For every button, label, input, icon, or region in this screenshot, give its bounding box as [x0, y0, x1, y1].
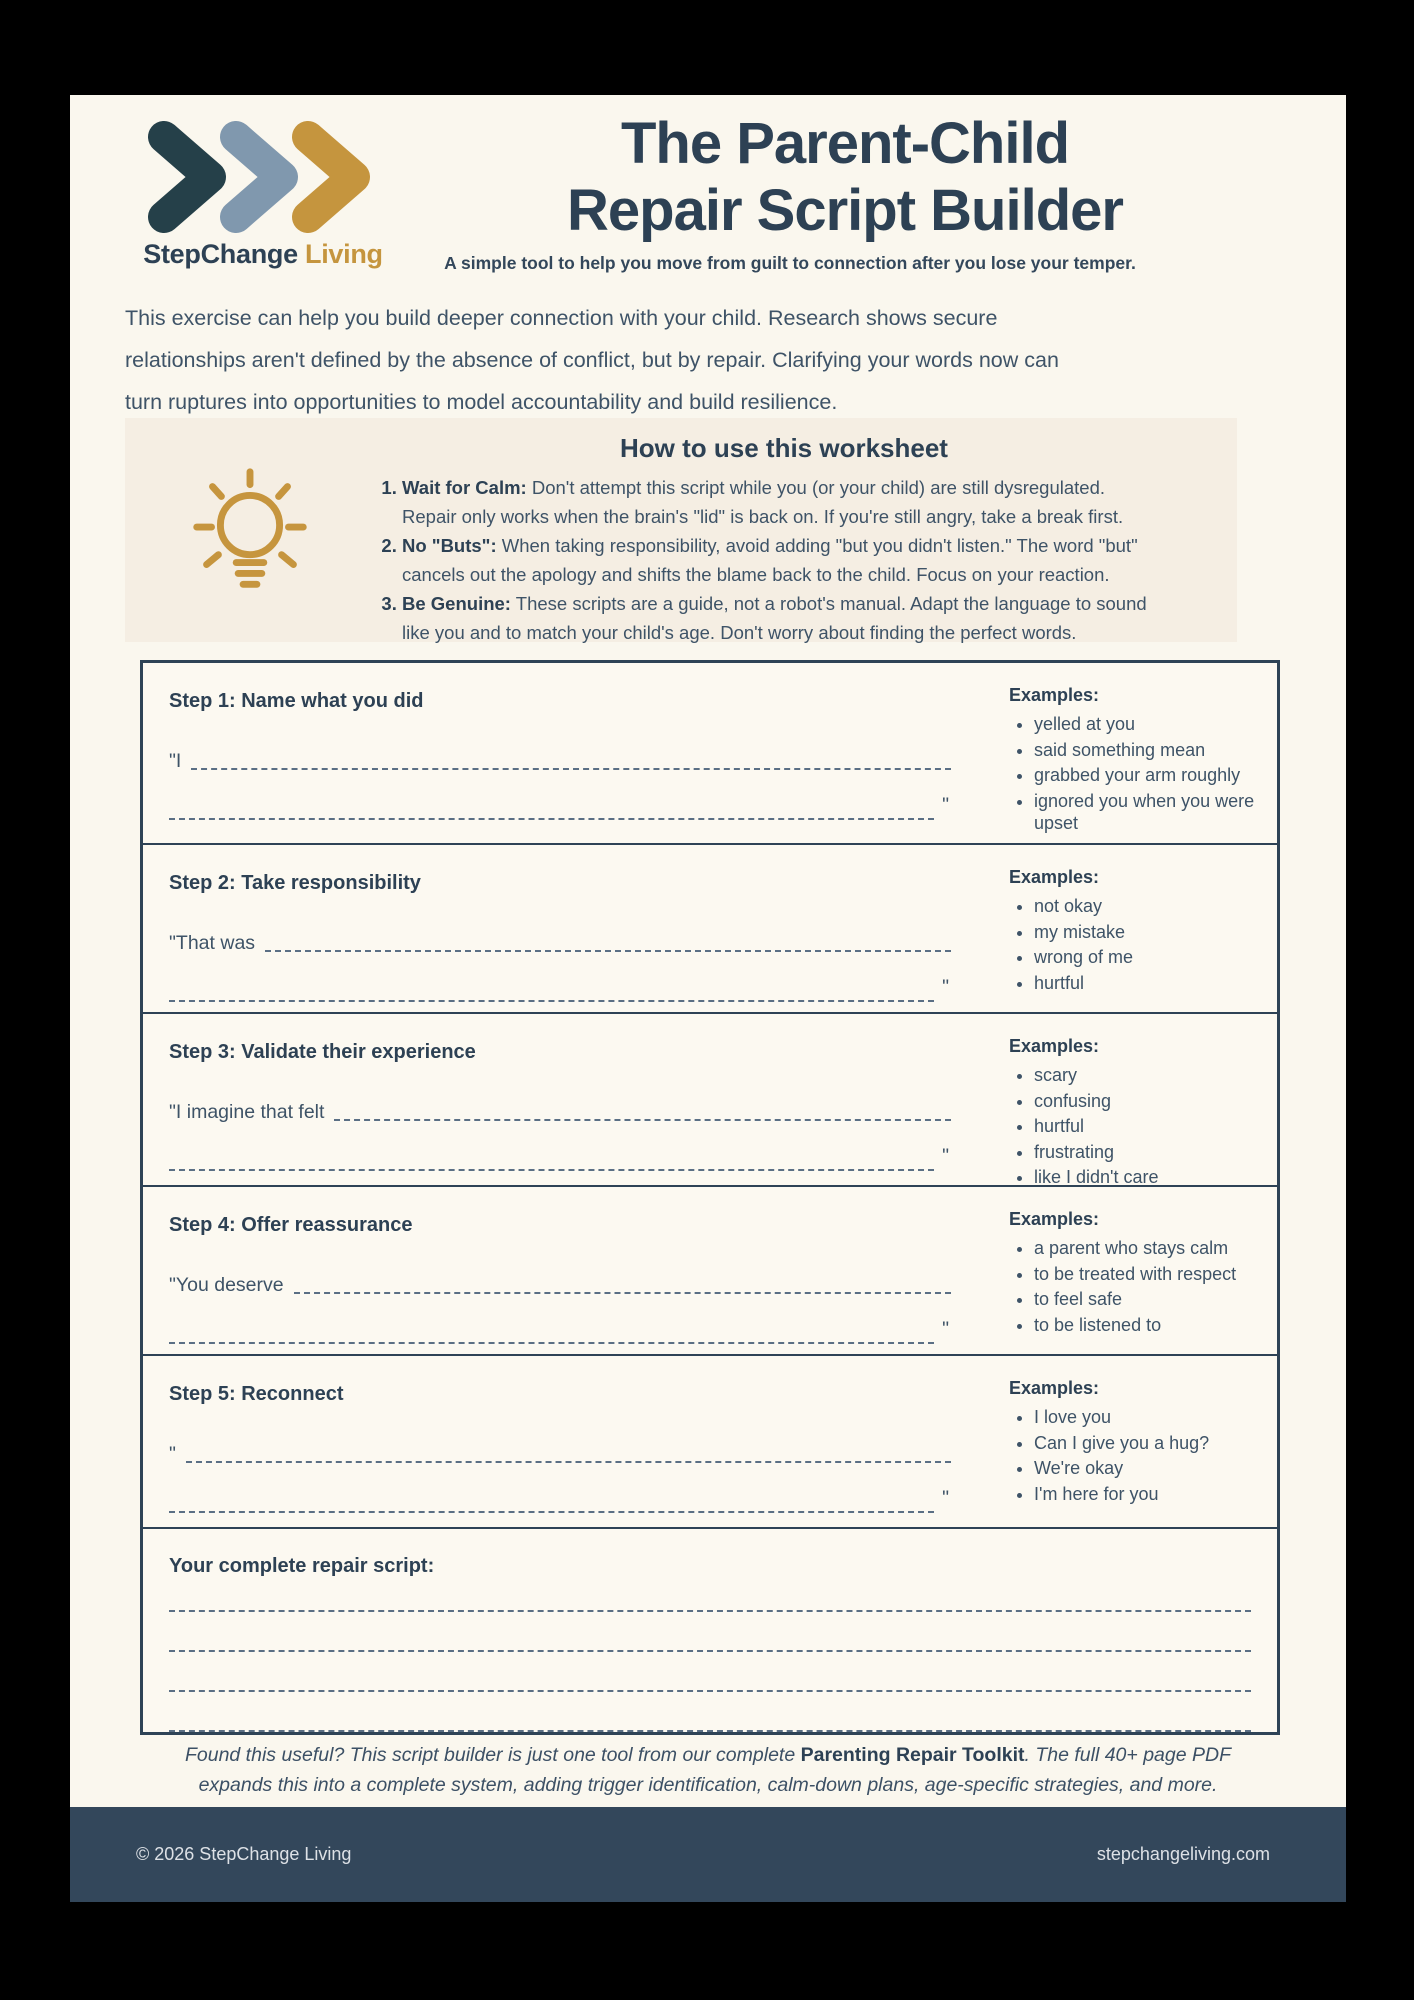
write-prefix: "That was [169, 932, 256, 954]
how-to-item [402, 531, 1193, 589]
write-fill-line [186, 1453, 951, 1463]
write-fill-line [169, 1503, 934, 1513]
examples-label: Examples: [1009, 1036, 1100, 1056]
example-item: • ignored you when you were upset [1034, 790, 1269, 835]
step-writing-area [143, 1187, 985, 1354]
footer-note-text: Found this useful? This script builder is just one tool from our complete [184, 1744, 801, 1766]
example-item: • hurtful [1034, 1115, 1269, 1138]
step-row [143, 845, 1277, 1014]
example-item: • to feel safe [1034, 1288, 1269, 1311]
write-line [169, 1101, 951, 1124]
write-close-quote: " [942, 976, 949, 998]
examples-panel [985, 1356, 1277, 1527]
complete-script-title: Your complete repair script: [169, 1555, 435, 1577]
intro-line: turn ruptures into opportunities to model accountability and build resilience. [125, 390, 838, 414]
how-to-box [125, 418, 1237, 642]
write-close-quote: " [942, 1487, 949, 1509]
footer-note [70, 1740, 1346, 1800]
how-to-item-text: cancels out the apology and shifts the blame back to the child. Focus on your reaction. [402, 564, 1110, 585]
example-item: • I'm here for you [1034, 1483, 1269, 1506]
step-row [143, 1356, 1277, 1529]
write-fill-line [294, 1284, 951, 1294]
write-line [169, 976, 951, 1005]
example-item: • scary [1034, 1064, 1269, 1087]
how-to-item-text: Repair only works when the brain's "lid" is back on. If you're still angry, take a break first. [402, 506, 1124, 527]
example-item: • Can I give you a hug? [1034, 1432, 1269, 1455]
website-text: stepchangeliving.com [1096, 1844, 1270, 1864]
examples-list [1009, 713, 1269, 835]
footer-note-line1 [70, 1740, 1346, 1770]
write-prefix: "I imagine that felt [169, 1101, 325, 1123]
example-item: • hurtful [1034, 972, 1269, 995]
how-to-item-lead: Wait for Calm: [402, 477, 527, 498]
write-fill-line [169, 1692, 1251, 1732]
write-line [169, 1274, 951, 1297]
footer-note-text: . The full 40+ page PDF [1024, 1744, 1232, 1766]
examples-list [1009, 895, 1269, 994]
write-line [169, 794, 951, 823]
write-line [169, 750, 951, 773]
examples-label: Examples: [1009, 1378, 1100, 1398]
examples-list [1009, 1406, 1269, 1505]
example-item: • grabbed your arm roughly [1034, 764, 1269, 787]
step-row [143, 1014, 1277, 1187]
step-row [143, 663, 1277, 845]
examples-label: Examples: [1009, 867, 1100, 887]
how-to-item-text: These scripts are a guide, not a robot's manual. Adapt the language to sound [510, 593, 1147, 614]
step-title: Step 1: Name what you did [169, 690, 424, 712]
write-fill-line [169, 1334, 934, 1344]
how-to-list [375, 473, 1193, 647]
how-to-item-lead: Be Genuine: [402, 593, 511, 614]
page-title-line1: The Parent-Child [620, 111, 1070, 176]
write-prefix: " [169, 1443, 176, 1465]
write-line [169, 1318, 951, 1347]
footer-note-bold: Parenting Repair Toolkit [800, 1744, 1025, 1766]
example-item: • to be treated with respect [1034, 1263, 1269, 1286]
how-to-item-text: Don't attempt this script while you (or your child) are still dysregulated. [526, 477, 1106, 498]
how-to-item-text: When taking responsibility, avoid adding "but you didn't listen." The word "but" [496, 535, 1138, 556]
intro-line: This exercise can help you build deeper connection with your child. Research shows secure [125, 306, 998, 330]
write-line [169, 1443, 951, 1466]
lightbulb-icon [176, 456, 324, 604]
worksheet-box [140, 660, 1280, 1735]
how-to-item [402, 589, 1193, 647]
example-item: • I love you [1034, 1406, 1269, 1429]
write-fill-line [169, 1652, 1251, 1692]
examples-panel [985, 845, 1277, 1012]
step-title: Step 2: Take responsibility [169, 872, 421, 894]
step-writing-area [143, 1014, 985, 1185]
how-to-title: How to use this worksheet [620, 433, 948, 463]
intro-paragraph [125, 297, 1155, 423]
how-to-icon-column [125, 418, 375, 642]
step-writing-area [143, 1356, 985, 1527]
write-prefix: "You deserve [169, 1274, 284, 1296]
chevrons-icon [148, 121, 378, 233]
footer-bar [70, 1807, 1346, 1902]
write-line [169, 1145, 951, 1174]
examples-panel [985, 1014, 1277, 1185]
write-fill-line [169, 810, 934, 820]
footer-note-line2: expands this into a complete system, adding trigger identification, calm-down plans, age-specific strategies, and more. [198, 1774, 1218, 1796]
intro-line: relationships aren't defined by the absence of conflict, but by repair. Clarifying your words now can [125, 348, 1059, 372]
write-fill-line [169, 1578, 1251, 1612]
example-item: • my mistake [1034, 921, 1269, 944]
brand-logo [148, 121, 378, 227]
examples-list [1009, 1064, 1269, 1187]
page-title-line2: Repair Script Builder [567, 177, 1123, 243]
examples-panel [985, 1187, 1277, 1354]
how-to-item-lead: No "Buts": [402, 535, 497, 556]
worksheet-page [70, 95, 1346, 1902]
write-fill-line [265, 942, 951, 952]
write-close-quote: " [942, 1318, 949, 1340]
example-item: • to be listened to [1034, 1314, 1269, 1337]
copyright-text: © 2026 StepChange Living [136, 1844, 352, 1864]
step-row [143, 1187, 1277, 1356]
script-lines [169, 1578, 1251, 1732]
page-subtitle: A simple tool to help you move from guilt to connection after you lose your temper. [444, 253, 1136, 273]
step-title: Step 5: Reconnect [169, 1383, 344, 1405]
step-writing-area [143, 845, 985, 1012]
example-item: • We're okay [1034, 1457, 1269, 1480]
write-fill-line [169, 1612, 1251, 1652]
examples-list [1009, 1237, 1269, 1336]
step-title: Step 3: Validate their experience [169, 1041, 476, 1063]
page-title [410, 111, 1280, 244]
write-fill-line [169, 1161, 934, 1171]
write-prefix: "I [169, 750, 182, 772]
brand-name-secondary: Living [305, 239, 383, 269]
brand-name-primary: StepChange [143, 239, 298, 269]
example-item: • confusing [1034, 1090, 1269, 1113]
write-fill-line [334, 1111, 951, 1121]
examples-label: Examples: [1009, 685, 1100, 705]
example-item: • frustrating [1034, 1141, 1269, 1164]
examples-panel [985, 663, 1277, 843]
write-line [169, 932, 951, 955]
write-close-quote: " [942, 794, 949, 816]
write-line [169, 1487, 951, 1516]
how-to-content [375, 418, 1237, 642]
example-item: • a parent who stays calm [1034, 1237, 1269, 1260]
how-to-item-text: like you and to match your child's age. Don't worry about finding the perfect words. [402, 622, 1077, 643]
example-item: • not okay [1034, 895, 1269, 918]
step-title: Step 4: Offer reassurance [169, 1214, 413, 1236]
examples-label: Examples: [1009, 1209, 1100, 1229]
step-writing-area [143, 663, 985, 843]
write-fill-line [191, 760, 951, 770]
complete-script-section [143, 1529, 1277, 1732]
example-item: • like I didn't care [1034, 1166, 1269, 1187]
write-fill-line [169, 992, 934, 1002]
example-item: • yelled at you [1034, 713, 1269, 736]
write-close-quote: " [942, 1145, 949, 1167]
example-item: • said something mean [1034, 739, 1269, 762]
example-item: • wrong of me [1034, 946, 1269, 969]
how-to-item [402, 473, 1193, 531]
